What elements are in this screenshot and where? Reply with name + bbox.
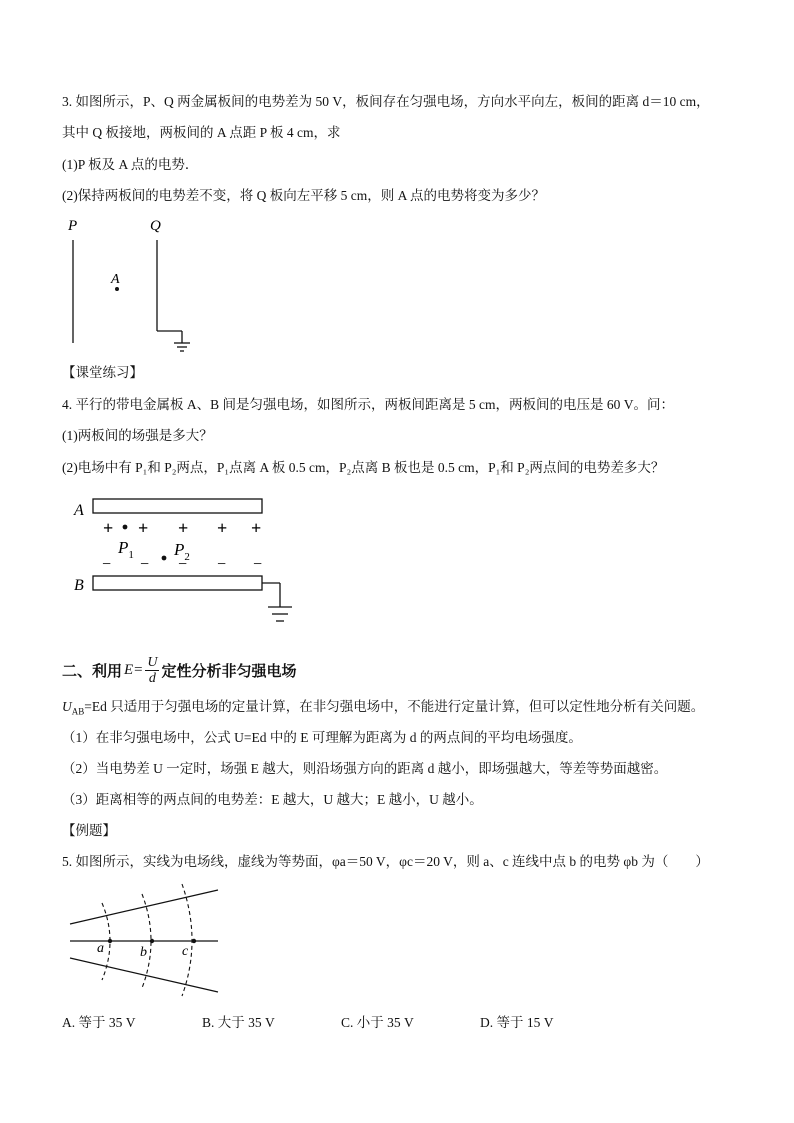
q4-part2: (2)电场中有 P₁和 P₂两点，P₁点离 A 板 0.5 cm，P₂点离 B 板也是 0.5 cm，P₁和 P₂两点间的电势差多大？ <box>62 460 665 475</box>
plate-b <box>93 576 262 590</box>
choice-d[interactable]: D. 等于 15 V <box>480 1015 554 1030</box>
point-p1 <box>123 525 128 530</box>
point-p2 <box>162 556 167 561</box>
q5-stem: 5. 如图所示，实线为电场线，虚线为等势面，φa＝50 V，φc＝20 V，则 a、c 连线中点 b 的电势 φb 为（ ） <box>62 854 709 869</box>
q4-label-p2: $P_2$ <box>174 540 190 563</box>
q4-part1: (1)两板间的场强是多大？ <box>62 428 213 443</box>
q5-label-c: c <box>182 944 189 959</box>
practice-heading: 【课堂练习】 <box>62 365 143 380</box>
q5-label-b: b <box>140 945 147 960</box>
q4-line1: 4. 平行的带电金属板 A、B 间是匀强电场，如图所示，两板间距离是 5 cm，两板间的电压是 60 V。问： <box>62 397 674 412</box>
point-a <box>115 287 119 291</box>
q4-label-p1: $P_1$ <box>118 538 134 561</box>
q4-figure <box>60 490 310 630</box>
q3-line2: 其中 Q 板接地，两板间的 A 点距 P 板 4 cm，求 <box>62 125 341 140</box>
q3-part1: (1)P 板及 A 点的电势． <box>62 157 199 172</box>
formula-fraction: $\frac{U}{d}$ <box>147 654 158 686</box>
plus-3: + <box>178 518 189 538</box>
plate-a <box>93 499 262 513</box>
q4-label-a: A <box>74 502 84 519</box>
point-2: （2）当电势差 U 一定时，场强 E 越大，则沿场强方向的距离 d 越小，即场强越大，等差等势面越密。 <box>62 761 668 776</box>
choice-a[interactable]: A. 等于 35 V <box>62 1015 136 1030</box>
point-c-q5 <box>192 939 196 943</box>
minus-1: − <box>102 556 112 573</box>
field-line-bottom <box>70 958 218 992</box>
minus-2: − <box>140 556 150 573</box>
q5-label-a: a <box>97 941 104 956</box>
intro-line: $U_{AB}=Ed$ 只适用于匀强电场的定量计算，在非匀强电场中，不能进行定量计算，但可以定性地分析有关问题。 <box>62 699 705 717</box>
q3-line1: 3. 如图所示，P、Q 两金属板间的电势差为 50 V，板间存在匀强电场，方向水平向左，板间的距离 d＝10 cm， <box>62 94 710 109</box>
q3-label-p: P <box>68 218 78 234</box>
minus-3: − <box>178 556 188 573</box>
plus-4: + <box>217 518 228 538</box>
q5-figure <box>60 878 230 1003</box>
point-a-q5 <box>108 939 112 943</box>
q3-part2: (2)保持两板间的电势差不变，将 Q 板向左平移 5 cm，则 A 点的电势将变为多少？ <box>62 188 545 203</box>
q3-label-a: A <box>111 272 120 287</box>
minus-5: − <box>253 556 263 573</box>
field-line-top <box>70 890 218 924</box>
plus-1: + <box>103 518 114 538</box>
q3-label-q: Q <box>150 218 161 234</box>
minus-4: − <box>217 556 227 573</box>
point-b-q5 <box>150 939 154 943</box>
point-3: （3）距离相等的两点间的电势差：E 越大，U 越大；E 越小，U 越小。 <box>62 792 483 807</box>
choice-b[interactable]: B. 大于 35 V <box>202 1015 275 1030</box>
choice-c[interactable]: C. 小于 35 V <box>341 1015 414 1030</box>
point-1: （1）在非匀强电场中，公式 U=Ed 中的 E 可理解为距离为 d 的两点间的平均电场强度。 <box>62 730 582 745</box>
plus-2: + <box>138 518 149 538</box>
q3-figure <box>60 210 210 360</box>
equipotential-3 <box>182 884 192 996</box>
section2-heading: 二、利用 E= $\frac{U}{d}$ 定性分析非匀强电场 <box>62 654 297 686</box>
example-heading: 【例题】 <box>62 823 116 838</box>
q4-label-b: B <box>74 577 84 594</box>
plus-5: + <box>251 518 262 538</box>
